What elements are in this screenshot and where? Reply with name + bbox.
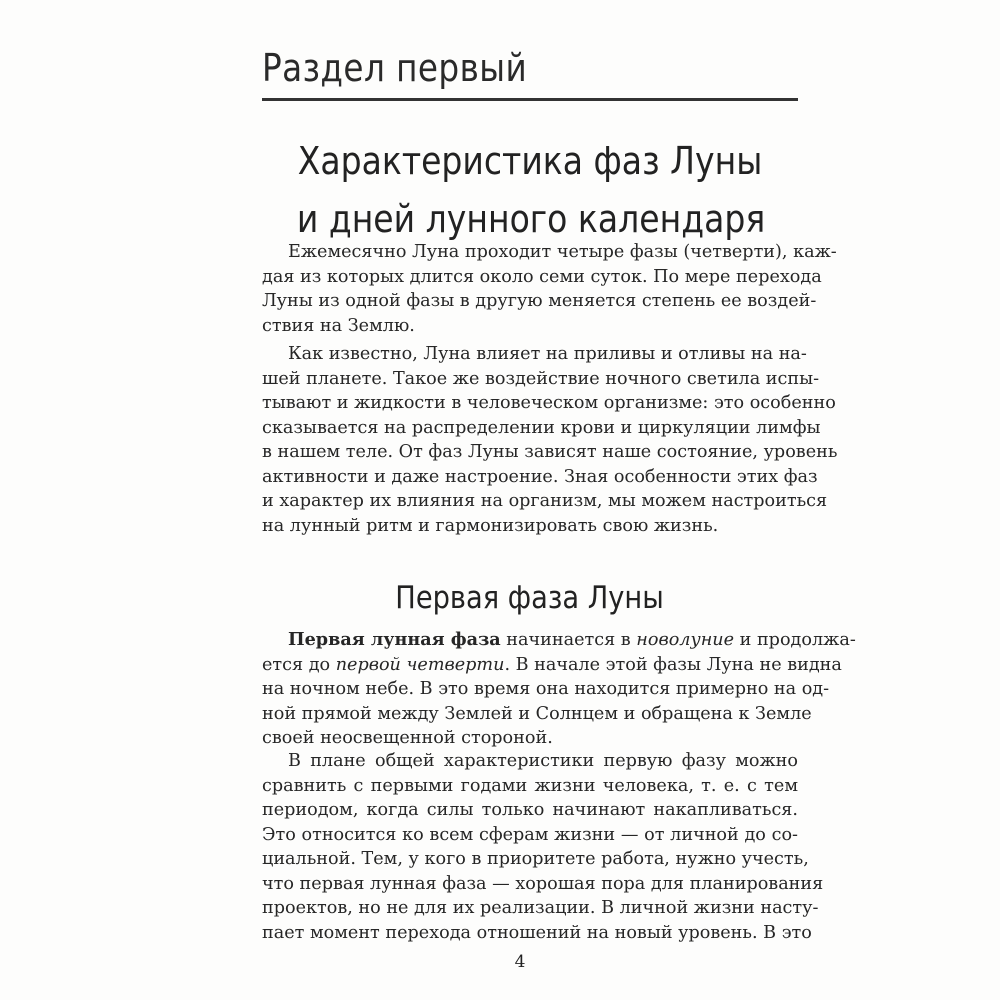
chapter-title (262, 132, 798, 248)
text-line: в нашем теле. От фаз Луны зависят наше состояние, уровень (262, 442, 838, 462)
italic-term: первой четверти (335, 654, 505, 675)
text-line: В плане общей характеристики первую фазу можно (288, 751, 798, 771)
text-line: Луны из одной фазы в другую меняется степень ее воздей- (262, 291, 817, 311)
text-line: проектов, но не для их реализации. В личной жизни насту- (262, 898, 819, 918)
text-line: тывают и жидкости в человеческом организме: это особенно (262, 393, 836, 413)
subsection-title (262, 576, 798, 620)
text-line: на ночном небе. В это время она находится примерно на од- (262, 679, 830, 699)
text-line: пает момент перехода отношений на новый уровень. В это (262, 922, 812, 943)
text-line: сравнить с первыми годами жизни человека, т. е. с тем (262, 775, 798, 796)
text-line: что первая лунная фаза — хорошая пора для планирования (262, 873, 824, 894)
text-line: дая из которых длится около семи суток. По мере перехода (262, 266, 822, 287)
text-line: ной прямой между Землей и Солнцем и обращена к Земле (262, 703, 812, 724)
chapter-title-line-2: и дней лунного календаря (296, 197, 766, 241)
text-line: на лунный ритм и гармонизировать свою жизнь. (262, 515, 719, 536)
section-header-title: Раздел первый (262, 46, 528, 90)
text-line: Как известно, Луна влияет на приливы и отливы на на- (288, 344, 807, 364)
subsection-title-text: Первая фаза Луны (395, 580, 665, 616)
italic-term: новолуние (636, 630, 735, 650)
intro-paragraph-2 (262, 342, 838, 538)
text-line: ствия на Землю. (262, 315, 415, 336)
bold-term: Первая лунная фаза (288, 629, 501, 650)
text-line (262, 628, 856, 653)
first-phase-paragraph-2 (262, 749, 824, 945)
first-phase-paragraph-1 (262, 628, 856, 751)
text-line: Ежемесячно Луна проходит четыре фазы (четверти), каж- (288, 242, 837, 262)
chapter-title-line-1: Характеристика фаз Луны (297, 139, 763, 183)
text-line (262, 653, 842, 678)
text-line: периодом, когда силы только начинают накапливаться. (262, 800, 798, 820)
text-run: начинается в (500, 630, 637, 650)
page-number: 4 (514, 952, 526, 972)
text-run: ется до (262, 654, 336, 675)
intro-paragraph-1 (262, 240, 837, 338)
text-line: шей планете. Такое же воздействие ночного светила испы- (262, 368, 820, 389)
text-line: циальной. Тем, у кого в приоритете работа, нужно учесть, (262, 849, 809, 869)
section-header (262, 46, 798, 101)
text-line: и характер их влияния на организм, мы можем настроиться (262, 491, 828, 511)
text-line: своей неосвещенной стороной. (262, 728, 553, 748)
text-line: сказывается на распределении крови и циркуляции лимфы (262, 417, 821, 438)
text-run: и продолжа- (734, 630, 856, 650)
text-line: активности и даже настроение. Зная особенности этих фаз (262, 466, 818, 487)
text-line: Это относится ко всем сферам жизни — от личной до со- (262, 824, 798, 845)
text-run: . В начале этой фазы Луна не видна (504, 654, 842, 675)
